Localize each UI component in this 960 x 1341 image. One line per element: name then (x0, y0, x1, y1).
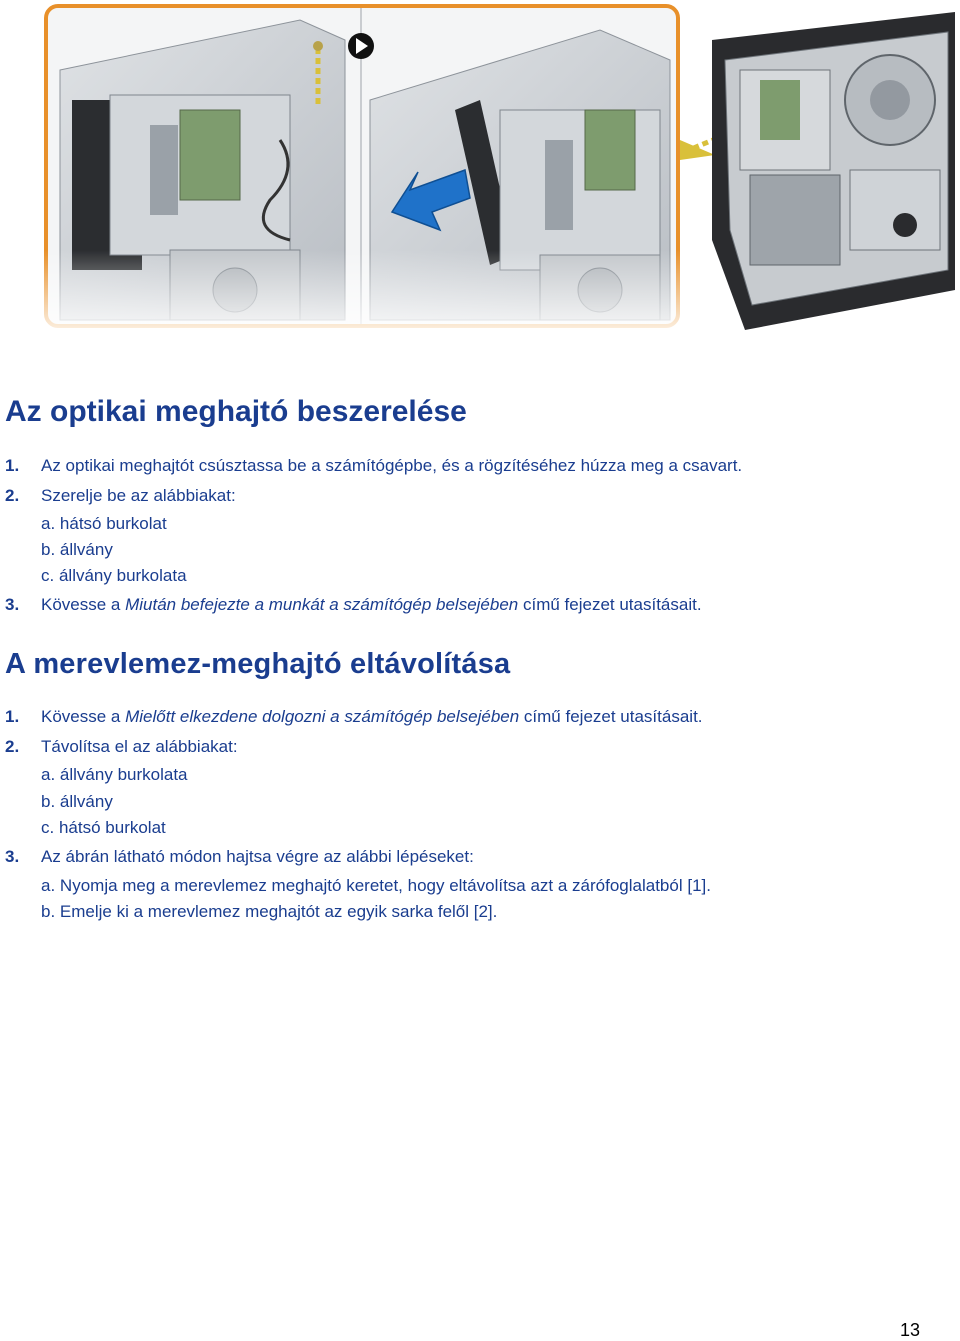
item-text: Emelje ki a merevlemez meghajtót az egyik sarka felől [2]. (59, 902, 498, 921)
list-item-label (41, 792, 113, 812)
list-item-label (41, 876, 711, 896)
list-item-label (41, 566, 187, 586)
chapter-reference[interactable]: Mielőtt elkezdene dolgozni a számítógép belsejében (125, 707, 520, 726)
step-text: Szerelje be az alábbiakat: (41, 486, 236, 505)
step-number: 3. (5, 595, 20, 614)
text-post: című fejezet utasításait. (519, 707, 703, 726)
illustration-optical-drive-install (0, 0, 960, 340)
item-text: hátsó burkolat (59, 514, 167, 533)
step-text (41, 595, 702, 615)
list-item-label (41, 902, 497, 922)
section-title-install-optical-drive: Az optikai meghajtó beszerelése (5, 395, 467, 428)
item-letter: a. (41, 876, 56, 895)
step-number: 2. (5, 737, 20, 756)
item-text: állvány burkolata (59, 765, 188, 784)
callout-panel (0, 6, 680, 330)
list-item-label (41, 514, 167, 534)
step-number: 1. (5, 707, 20, 726)
page-number: 13 (899, 1320, 920, 1340)
item-letter: a. (41, 765, 56, 784)
item-letter: b. (41, 902, 56, 921)
step-text: Távolítsa el az alábbiakat: (41, 737, 238, 756)
list-item-label (41, 540, 113, 560)
item-letter: a. (41, 514, 56, 533)
step-text: Az optikai meghajtót csúsztassa be a számítógépbe, és a rögzítéséhez húzza meg a csavart. (41, 456, 743, 475)
device-overview (680, 12, 955, 330)
list-item-label (41, 818, 166, 838)
step-number: 2. (5, 486, 20, 505)
step-number: 1. (5, 456, 20, 475)
item-text: állvány (59, 792, 113, 811)
step-text: Az ábrán látható módon hajtsa végre az alábbi lépéseket: (41, 847, 474, 866)
text-post: című fejezet utasításait. (518, 595, 702, 614)
text-pre: Kövesse a (41, 595, 126, 614)
item-text: Nyomja meg a merevlemez meghajtó keretet, hogy eltávolítsa azt a zárófoglalatból [1]. (59, 876, 711, 895)
chapter-reference[interactable]: Miután befejezte a munkát a számítógép belsejében (125, 595, 519, 614)
item-text: állvány burkolata (58, 566, 187, 585)
section-title-remove-hard-drive: A merevlemez-meghajtó eltávolítása (5, 648, 511, 680)
list-item-label (41, 765, 188, 785)
item-text: állvány (59, 540, 113, 559)
text-pre: Kövesse a (41, 707, 126, 726)
item-letter: b. (41, 792, 56, 811)
item-letter: b. (41, 540, 56, 559)
item-text: hátsó burkolat (58, 818, 166, 837)
item-letter: c. (41, 566, 55, 585)
item-letter: c. (41, 818, 55, 837)
step-text (41, 707, 703, 727)
step-number: 3. (5, 847, 20, 866)
